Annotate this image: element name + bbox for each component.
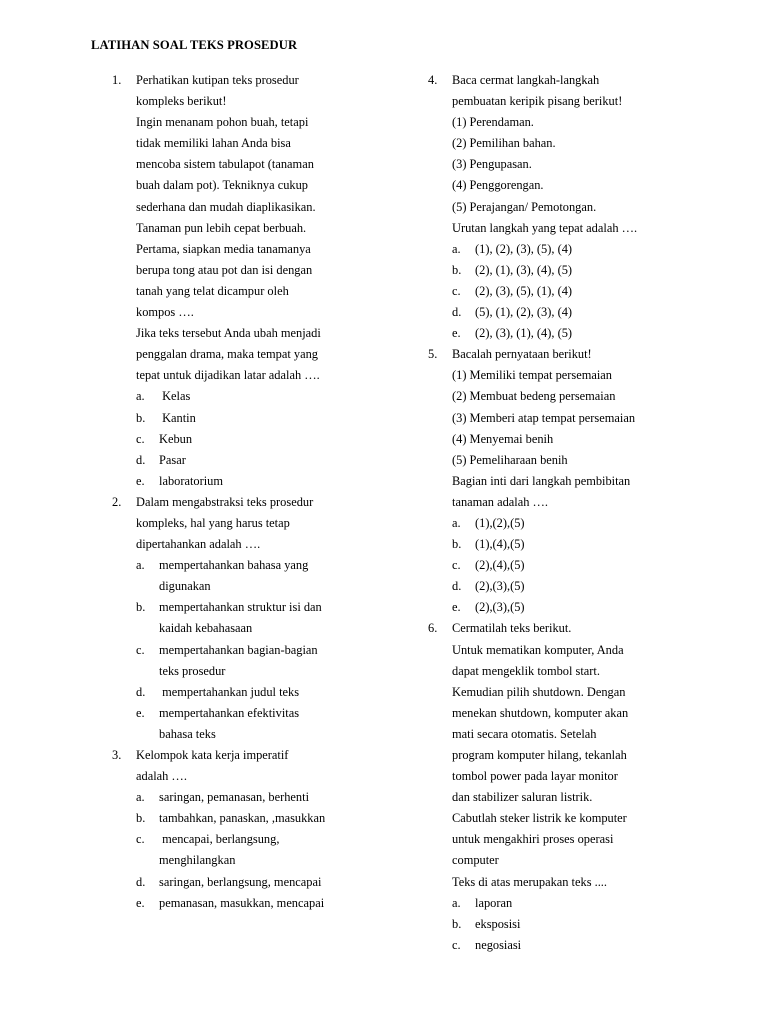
- left-column: [112, 70, 412, 914]
- text-line: [428, 133, 748, 154]
- option-letter: e.: [136, 705, 145, 720]
- question-text: Cermatilah teks berikut.: [452, 621, 572, 636]
- text-line: [428, 492, 748, 513]
- question-text: mencoba sistem tabulapot (tanaman: [136, 157, 314, 172]
- text-line: [112, 91, 412, 112]
- option-text: (1),(4),(5): [475, 537, 525, 552]
- option-text: Pasar: [159, 452, 186, 467]
- text-line: [428, 703, 748, 724]
- option-line: [428, 323, 748, 344]
- text-line: [112, 302, 412, 323]
- option-letter: c.: [136, 832, 145, 847]
- option-letter: c.: [452, 937, 461, 952]
- text-line: [428, 450, 748, 471]
- option-line: [428, 555, 748, 576]
- option-line: [112, 829, 412, 850]
- question-line: [112, 745, 412, 766]
- question-text: tidak memiliki lahan Anda bisa: [136, 136, 291, 151]
- option-letter: b.: [452, 262, 462, 277]
- question-text: dan stabilizer saluran listrik.: [452, 790, 593, 805]
- option-text: mencapai, berlangsung,: [159, 832, 280, 847]
- option-line: [112, 471, 412, 492]
- text-line: [428, 386, 748, 407]
- text-line: [428, 408, 748, 429]
- option-line: [112, 703, 412, 724]
- text-line: [112, 724, 412, 745]
- option-letter: c.: [452, 558, 461, 573]
- option-line: [428, 935, 748, 956]
- question-number: 3.: [112, 748, 122, 762]
- question-text: penggalan drama, maka tempat yang: [136, 347, 318, 362]
- question-text: (5) Pemeliharaan benih: [452, 452, 568, 467]
- question-text: Tanaman pun lebih cepat berbuah.: [136, 220, 307, 235]
- question-text: (5) Perajangan/ Pemotongan.: [452, 199, 597, 214]
- question-text: (2) Membuat bedeng persemaian: [452, 389, 616, 404]
- text-line: [112, 344, 412, 365]
- option-text: (1), (2), (3), (5), (4): [475, 241, 573, 256]
- question-text: (1) Perendaman.: [452, 115, 534, 130]
- option-text: (5), (1), (2), (3), (4): [475, 305, 573, 320]
- text-line: [112, 218, 412, 239]
- option-letter: a.: [452, 515, 461, 530]
- option-text: saringan, berlangsung, mencapai: [159, 874, 322, 889]
- option-line: [112, 555, 412, 576]
- question-text: buah dalam pot). Tekniknya cukup: [136, 178, 308, 193]
- text-line: [112, 133, 412, 154]
- option-line: [428, 239, 748, 260]
- question-text: Pertama, siapkan media tanamanya: [136, 241, 311, 256]
- question-number: 2.: [112, 494, 122, 509]
- option-text: teks prosedur: [159, 663, 226, 678]
- page-title: LATIHAN SOAL TEKS PROSEDUR: [91, 38, 298, 52]
- text-line: [428, 175, 748, 196]
- option-letter: e.: [136, 473, 145, 488]
- question-text: dipertahankan adalah ….: [136, 537, 261, 552]
- option-line: [112, 429, 412, 450]
- text-line: [112, 365, 412, 386]
- question-text: Cabutlah steker listrik ke komputer: [452, 811, 627, 826]
- option-letter: a.: [136, 790, 145, 805]
- question-text: Teks di atas merupakan teks ....: [452, 874, 608, 889]
- option-line: [112, 893, 412, 914]
- question-text: Kelompok kata kerja imperatif: [136, 748, 289, 762]
- question-number: 6.: [428, 621, 438, 636]
- text-line: [428, 872, 748, 893]
- question-line: [428, 344, 748, 365]
- text-line: [112, 513, 412, 534]
- question-number: 1.: [112, 73, 122, 87]
- text-line: [428, 429, 748, 450]
- option-text: menghilangkan: [159, 853, 236, 868]
- question-text: Bagian inti dari langkah pembibitan: [452, 473, 631, 488]
- text-line: [428, 112, 748, 133]
- option-line: [428, 534, 748, 555]
- option-text: digunakan: [159, 579, 211, 594]
- option-text: (2),(4),(5): [475, 558, 525, 573]
- option-letter: a.: [452, 241, 461, 256]
- option-text: (2), (3), (5), (1), (4): [475, 283, 573, 298]
- option-line: [428, 513, 748, 534]
- option-text: (2),(3),(5): [475, 600, 525, 615]
- text-line: [428, 766, 748, 787]
- text-line: [112, 154, 412, 175]
- question-text: (4) Penggorengan.: [452, 178, 544, 193]
- question-text: (2) Pemilihan bahan.: [452, 136, 556, 151]
- option-letter: c.: [452, 283, 461, 298]
- text-line: [428, 471, 748, 492]
- option-text: (2),(3),(5): [475, 579, 525, 594]
- option-text: kaidah kebahasaan: [159, 621, 253, 636]
- text-line: [112, 281, 412, 302]
- question-text: mati secara otomatis. Setelah: [452, 726, 597, 741]
- question-text: dapat mengeklik tombol start.: [452, 663, 600, 678]
- question-text: Ingin menanam pohon buah, tetapi: [136, 115, 309, 130]
- option-line: [112, 682, 412, 703]
- text-line: [428, 661, 748, 682]
- option-letter: a.: [136, 558, 145, 573]
- question-number: 4.: [428, 73, 438, 87]
- text-line: [112, 197, 412, 218]
- option-letter: d.: [136, 684, 146, 699]
- text-line: [112, 576, 412, 597]
- question-line: [112, 70, 412, 91]
- option-text: tambahkan, panaskan, ,masukkan: [159, 811, 326, 826]
- question-text: berupa tong atau pot dan isi dengan: [136, 262, 313, 277]
- question-text: kompos ….: [136, 305, 194, 320]
- question-line: [428, 618, 748, 639]
- question-text: Jika teks tersebut Anda ubah menjadi: [136, 326, 321, 341]
- question-text: (3) Pengupasan.: [452, 157, 532, 172]
- text-line: [428, 197, 748, 218]
- text-line: [112, 850, 412, 871]
- option-text: Kantin: [159, 410, 196, 425]
- option-line: [428, 597, 748, 618]
- question-text: kompleks, hal yang harus tetap: [136, 515, 290, 530]
- option-letter: d.: [136, 452, 146, 467]
- question-text: menekan shutdown, komputer akan: [452, 705, 629, 720]
- option-letter: d.: [452, 305, 462, 320]
- text-line: [112, 239, 412, 260]
- option-text: mempertahankan efektivitas: [159, 705, 300, 720]
- question-text: (3) Memberi atap tempat persemaian: [452, 410, 636, 425]
- question-text: untuk mengakhiri proses operasi: [452, 832, 614, 847]
- option-line: [428, 576, 748, 597]
- question-text: tombol power pada layar monitor: [452, 769, 618, 784]
- option-text: saringan, pemanasan, berhenti: [159, 790, 310, 805]
- text-line: [428, 850, 748, 871]
- text-line: [112, 661, 412, 682]
- text-line: [112, 260, 412, 281]
- option-letter: a.: [452, 895, 461, 910]
- question-text: (1) Memiliki tempat persemaian: [452, 368, 612, 383]
- text-line: [112, 323, 412, 344]
- option-line: [112, 386, 412, 407]
- question-text: tepat untuk dijadikan latar adalah ….: [136, 368, 320, 383]
- question-text: Urutan langkah yang tepat adalah ….: [452, 220, 638, 235]
- option-text: pemanasan, masukkan, mencapai: [159, 895, 325, 910]
- option-line: [112, 872, 412, 893]
- option-text: eksposisi: [475, 916, 521, 931]
- option-letter: b.: [452, 537, 462, 552]
- question-line: [112, 492, 412, 513]
- option-line: [428, 281, 748, 302]
- option-text: mempertahankan judul teks: [159, 684, 300, 699]
- option-text: bahasa teks: [159, 726, 216, 741]
- option-line: [428, 893, 748, 914]
- text-line: [428, 745, 748, 766]
- question-number: 5.: [428, 347, 438, 362]
- text-line: [428, 91, 748, 112]
- text-line: [428, 724, 748, 745]
- question-text: kompleks berikut!: [136, 94, 227, 109]
- option-line: [428, 260, 748, 281]
- option-text: (2), (1), (3), (4), (5): [475, 262, 573, 277]
- text-line: [428, 829, 748, 850]
- option-letter: b.: [136, 811, 146, 826]
- text-line: [112, 766, 412, 787]
- option-letter: c.: [136, 431, 145, 446]
- option-letter: b.: [136, 600, 146, 615]
- option-text: mempertahankan struktur isi dan: [159, 600, 322, 615]
- question-text: sederhana dan mudah diaplikasikan.: [136, 199, 316, 214]
- option-letter: c.: [136, 642, 145, 657]
- option-text: (2), (3), (1), (4), (5): [475, 326, 573, 341]
- option-line: [112, 787, 412, 808]
- option-letter: d.: [136, 874, 146, 889]
- option-letter: b.: [136, 410, 146, 425]
- text-line: [428, 787, 748, 808]
- option-letter: e.: [452, 326, 461, 341]
- question-text: tanaman adalah ….: [452, 494, 548, 509]
- option-line: [112, 408, 412, 429]
- question-text: computer: [452, 853, 499, 868]
- text-line: [428, 640, 748, 661]
- text-line: [112, 618, 412, 639]
- text-line: [112, 112, 412, 133]
- question-text: Bacalah pernyataan berikut!: [452, 347, 592, 362]
- question-text: adalah ….: [136, 769, 187, 784]
- question-text: tanah yang telat dicampur oleh: [136, 283, 289, 298]
- question-text: Baca cermat langkah-langkah: [452, 73, 600, 87]
- option-text: Kelas: [159, 389, 191, 404]
- option-text: laporan: [475, 895, 513, 910]
- option-text: (1),(2),(5): [475, 515, 525, 530]
- text-line: [428, 682, 748, 703]
- text-line: [428, 808, 748, 829]
- question-text: Perhatikan kutipan teks prosedur: [136, 73, 299, 87]
- question-text: program komputer hilang, tekanlah: [452, 748, 627, 762]
- option-line: [112, 450, 412, 471]
- option-line: [428, 302, 748, 323]
- option-letter: e.: [452, 600, 461, 615]
- question-text: pembuatan keripik pisang berikut!: [452, 94, 623, 109]
- option-letter: a.: [136, 389, 145, 404]
- option-text: negosiasi: [475, 937, 522, 952]
- question-text: Dalam mengabstraksi teks prosedur: [136, 494, 314, 509]
- option-text: laboratorium: [159, 473, 223, 488]
- text-line: [428, 154, 748, 175]
- question-line: [428, 70, 748, 91]
- text-line: [428, 365, 748, 386]
- question-text: Untuk mematikan komputer, Anda: [452, 642, 624, 657]
- option-line: [112, 808, 412, 829]
- option-letter: d.: [452, 579, 462, 594]
- text-line: [112, 534, 412, 555]
- option-line: [112, 640, 412, 661]
- option-line: [428, 914, 748, 935]
- question-text: Kemudian pilih shutdown. Dengan: [452, 684, 626, 699]
- right-column: [428, 70, 748, 956]
- option-letter: b.: [452, 916, 462, 931]
- option-letter: e.: [136, 895, 145, 910]
- option-line: [112, 597, 412, 618]
- option-text: Kebun: [159, 431, 193, 446]
- question-text: (4) Menyemai benih: [452, 431, 554, 446]
- option-text: mempertahankan bagian-bagian: [159, 642, 318, 657]
- option-text: mempertahankan bahasa yang: [159, 558, 309, 573]
- text-line: [112, 175, 412, 196]
- text-line: [428, 218, 748, 239]
